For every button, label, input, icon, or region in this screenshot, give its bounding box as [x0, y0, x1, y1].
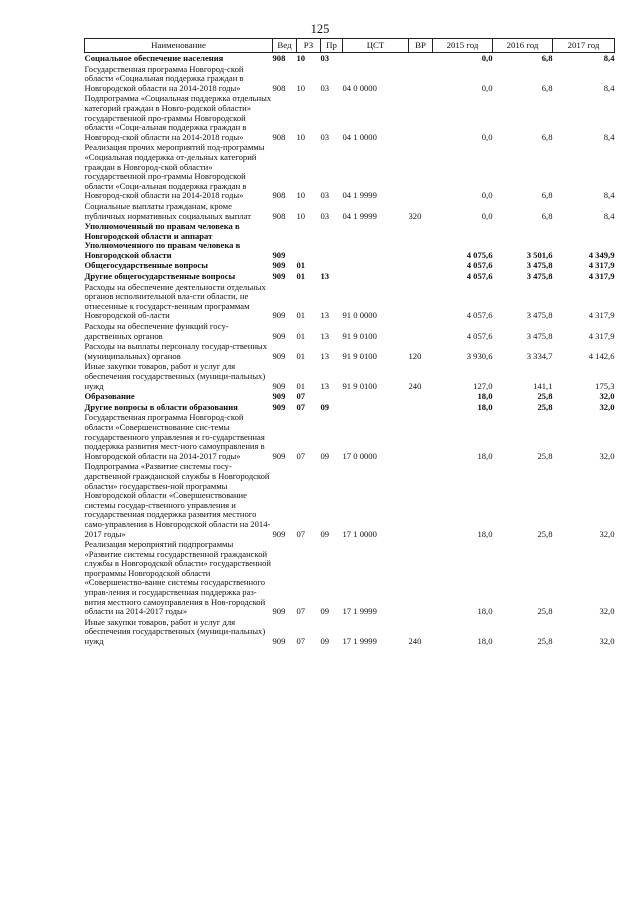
row-vr: 240 [408, 380, 422, 391]
row-ved: 908 [272, 190, 286, 201]
row-value-2017: 8,4 [603, 210, 615, 221]
row-value-2017: 4 317,9 [588, 310, 615, 321]
row-ved: 909 [272, 249, 286, 260]
table-row [85, 402, 615, 413]
table-row [85, 201, 615, 221]
table-row [85, 412, 615, 461]
row-cst: 04 1 9999 [342, 210, 377, 221]
row-value-2015: 4 057,6 [466, 310, 493, 321]
row-ved: 909 [272, 350, 286, 361]
row-value-2017: 32,0 [599, 450, 615, 461]
row-pr [321, 391, 343, 402]
row-vr [409, 391, 433, 402]
row-name: Социальное обеспечение населения [84, 53, 224, 63]
table-row [85, 391, 615, 402]
row-ved: 909 [272, 528, 286, 539]
header-pr: Пр [321, 39, 343, 53]
row-value-2017: 8,4 [603, 82, 615, 93]
row-cst [343, 271, 409, 282]
row-value-2017: 4 317,9 [588, 330, 615, 341]
header-name: Наименование [85, 39, 273, 53]
row-name: Государственная программа Новгород-ской области «Социальная поддержка граждан в Новгородской области на 2014-2018 годы» [84, 63, 244, 93]
row-name: Иные закупки товаров, работ и услуг для обеспечения государственных (муници-пальных) нужд [84, 616, 266, 647]
header-2015: 2015 год [433, 39, 493, 53]
row-value-2017: 8,4 [603, 190, 615, 201]
row-cst [343, 260, 409, 271]
row-value-2016: 25,8 [537, 450, 553, 461]
row-rz: 10 [296, 82, 306, 93]
row-value-2017: 32,0 [599, 401, 615, 412]
row-value-2016: 6,8 [541, 131, 553, 142]
row-name: Государственная программа Новгород-ской области «Совершенствование сис-темы государственного управления и го-сударственная поддержка развития мест-ного самоуправления в Новгородской области на 2014-2017 годы» [84, 412, 265, 461]
row-name: Расходы на обеспечение деятельности отдельных органов исполнительной вла-сти области, не отнесенные к государст-венным программам Новгородской об-ласти [84, 281, 266, 321]
row-ved: 908 [272, 53, 286, 63]
row-rz: 10 [296, 131, 306, 142]
row-vr [409, 221, 433, 260]
row-name: Подпрограмма «Социальная поддержка отдельных категорий граждан в Новго-родской области» государственной про-граммы Новгородской области «Соци-альная поддержка граждан в Новгород-ской области на 2014-2018 годы» [84, 93, 272, 142]
row-value-2015: 127,0 [473, 380, 493, 391]
row-ved: 909 [272, 606, 286, 617]
row-rz: 07 [296, 450, 306, 461]
row-cst: 17 1 9999 [342, 606, 377, 617]
row-value-2015: 4 075,6 [466, 249, 493, 260]
row-name: Образование [84, 391, 135, 402]
header-vr: ВР [409, 39, 433, 53]
row-ved: 908 [272, 82, 286, 93]
row-pr: 09 [320, 606, 330, 617]
row-value-2016: 141,1 [533, 380, 553, 391]
row-name: Иные закупки товаров, работ и услуг для обеспечения государственных (муници-пальных) нужд [84, 361, 266, 391]
row-rz: 10 [296, 53, 306, 63]
row-ved: 909 [272, 310, 286, 321]
row-cst: 91 9 0100 [342, 350, 377, 361]
row-name: Общегосударственные вопросы [84, 260, 208, 271]
row-value-2017: 32,0 [599, 528, 615, 539]
row-cst [343, 402, 409, 413]
row-value-2017: 32,0 [599, 391, 615, 402]
row-vr [409, 93, 433, 142]
table-header-row [85, 39, 615, 53]
row-value-2016: 3 475,8 [526, 260, 553, 271]
row-value-2017: 8,4 [603, 131, 615, 142]
table-row [85, 64, 615, 94]
header-cst: ЦСТ [343, 39, 409, 53]
row-cst [343, 391, 409, 402]
table-row [85, 93, 615, 142]
header-2016: 2016 год [493, 39, 553, 53]
row-rz: 01 [296, 260, 306, 271]
row-value-2015: 4 057,6 [466, 260, 493, 271]
row-value-2016: 3 475,8 [526, 271, 553, 282]
row-vr [409, 539, 433, 617]
row-name: Расходы на выплаты персоналу государ-ственных (муниципальных) органов [84, 341, 267, 361]
row-cst: 91 9 0100 [342, 380, 377, 391]
row-value-2017: 175,3 [595, 380, 615, 391]
row-value-2017: 8,4 [603, 53, 615, 63]
row-rz [297, 221, 321, 260]
row-ved: 909 [272, 380, 286, 391]
row-value-2015: 18,0 [477, 450, 493, 461]
row-value-2016: 3 475,8 [526, 330, 553, 341]
row-rz: 01 [296, 271, 306, 282]
row-rz: 01 [296, 330, 306, 341]
row-cst: 17 1 0000 [342, 528, 377, 539]
row-value-2015: 18,0 [477, 528, 493, 539]
header-2017: 2017 год [553, 39, 615, 53]
row-pr: 09 [320, 528, 330, 539]
row-value-2016: 3 501,6 [526, 249, 553, 260]
row-pr: 03 [320, 53, 330, 63]
row-ved: 909 [272, 260, 286, 271]
table-row [85, 53, 615, 64]
row-rz: 07 [296, 606, 306, 617]
row-pr: 09 [320, 450, 330, 461]
row-value-2015: 0,0 [481, 82, 493, 93]
row-pr [321, 260, 343, 271]
row-vr: 120 [408, 350, 422, 361]
row-pr: 03 [320, 210, 330, 221]
row-value-2015: 3 930,6 [466, 350, 493, 361]
row-vr: 320 [408, 210, 422, 221]
row-name: Уполномоченный по правам человека в Новгородской области и аппарат Уполномоченного по правам человека в Новгородской области [84, 221, 241, 260]
row-value-2016: 6,8 [541, 210, 553, 221]
row-value-2015: 18,0 [477, 391, 493, 402]
row-value-2017: 4 317,9 [588, 271, 615, 282]
table-row [85, 142, 615, 201]
row-cst: 04 1 9999 [342, 190, 377, 201]
row-pr: 03 [320, 131, 330, 142]
table-row [85, 617, 615, 647]
row-ved: 909 [272, 271, 286, 282]
row-value-2016: 6,8 [541, 53, 553, 63]
table-row [85, 341, 615, 361]
row-pr: 13 [320, 350, 330, 361]
row-pr: 13 [320, 310, 330, 321]
row-value-2017: 4 142,6 [588, 350, 615, 361]
row-vr [409, 282, 433, 321]
row-ved: 909 [272, 391, 286, 402]
row-value-2016: 25,8 [537, 391, 553, 402]
row-pr: 13 [320, 330, 330, 341]
row-vr [409, 53, 433, 64]
row-cst: 04 1 0000 [342, 131, 377, 142]
row-pr: 03 [320, 190, 330, 201]
row-cst [343, 221, 409, 260]
row-ved: 909 [272, 401, 286, 412]
row-value-2015: 18,0 [477, 606, 493, 617]
row-vr [409, 402, 433, 413]
row-value-2016: 25,8 [537, 401, 553, 412]
table-row [85, 461, 615, 539]
table-row [85, 271, 615, 282]
table-row [85, 260, 615, 271]
row-rz: 01 [296, 380, 306, 391]
row-cst [343, 53, 409, 64]
row-name: Реализация прочих мероприятий под-программы «Социальная поддержка от-дельных категорий граждан в Новгород-ской области» государственной про-граммы Новгородской области «Соци-альная поддержка граждан в Новгород-ской области на 2014-2018 годы» [84, 142, 265, 201]
row-value-2017: 32,0 [599, 636, 615, 647]
row-vr [409, 412, 433, 461]
table-row [85, 282, 615, 321]
row-vr [409, 260, 433, 271]
row-ved: 909 [272, 636, 286, 647]
row-pr: 13 [320, 271, 330, 282]
row-cst: 17 0 0000 [342, 450, 377, 461]
table-row [85, 539, 615, 617]
row-vr: 240 [408, 636, 422, 647]
row-value-2016: 6,8 [541, 82, 553, 93]
row-value-2016: 3 334,7 [526, 350, 553, 361]
row-pr: 09 [320, 401, 330, 412]
row-vr [409, 271, 433, 282]
row-cst: 91 0 0000 [342, 310, 377, 321]
table-row [85, 321, 615, 341]
row-cst: 91 9 0100 [342, 330, 377, 341]
table-row [85, 221, 615, 260]
row-pr: 03 [320, 82, 330, 93]
row-name: Другие вопросы в области образования [84, 401, 238, 412]
row-value-2015: 4 057,6 [466, 271, 493, 282]
row-value-2016: 25,8 [537, 528, 553, 539]
row-name: Другие общегосударственные вопросы [84, 271, 236, 282]
row-value-2016: 6,8 [541, 190, 553, 201]
row-vr [409, 461, 433, 539]
row-rz: 07 [296, 528, 306, 539]
row-value-2017: 4 317,9 [588, 260, 615, 271]
row-value-2015: 0,0 [481, 53, 493, 63]
row-pr: 13 [320, 380, 330, 391]
row-rz: 01 [296, 310, 306, 321]
page-number: 125 [310, 22, 330, 36]
row-cst: 17 1 9999 [342, 636, 377, 647]
row-value-2015: 0,0 [481, 190, 493, 201]
row-name: Расходы на обеспечение функций госу-дарственных органов [84, 321, 229, 341]
row-pr [321, 221, 343, 260]
row-cst: 04 0 0000 [342, 82, 377, 93]
row-ved: 909 [272, 450, 286, 461]
budget-table [84, 38, 615, 647]
row-value-2017: 32,0 [599, 606, 615, 617]
row-rz: 07 [296, 636, 306, 647]
row-rz: 10 [296, 210, 306, 221]
row-name: Реализация мероприятий подпрограммы «Развитие системы государственной гражданской службы в Новгородской области» государственной программы Новгородской области «Совершенство-вание системы государственного управ-ления и государственная поддержка раз-вития местного самоуправления в Нов-городской области на 2014-2017 годы» [84, 539, 272, 617]
row-rz: 07 [296, 391, 306, 402]
header-rz: РЗ [297, 39, 321, 53]
row-vr [409, 64, 433, 94]
row-pr: 09 [320, 636, 330, 647]
row-value-2016: 25,8 [537, 636, 553, 647]
row-value-2015: 18,0 [477, 636, 493, 647]
row-name: Подпрограмма «Развитие системы госу-дарственной гражданской службы в Новгородской области» государствен-ной программы Новгородской области «Совершенствование системы государ-ственного управления и государственная поддержка развития местного само-управления в Новгородской области на 2014-2017 годы» [84, 461, 271, 539]
row-ved: 908 [272, 210, 286, 221]
header-ved: Вед [273, 39, 297, 53]
row-value-2017: 4 349,9 [588, 249, 615, 260]
row-rz: 07 [296, 401, 306, 412]
row-value-2016: 25,8 [537, 606, 553, 617]
row-value-2015: 0,0 [481, 131, 493, 142]
table-row [85, 361, 615, 391]
row-vr [409, 321, 433, 341]
row-rz: 10 [296, 190, 306, 201]
row-value-2015: 18,0 [477, 401, 493, 412]
row-vr [409, 142, 433, 201]
row-value-2015: 0,0 [481, 210, 493, 221]
row-value-2016: 3 475,8 [526, 310, 553, 321]
row-name: Социальные выплаты гражданам, кроме публичных нормативных социальных выплат [84, 200, 252, 221]
row-rz: 01 [296, 350, 306, 361]
row-ved: 908 [272, 131, 286, 142]
row-value-2015: 4 057,6 [466, 330, 493, 341]
row-ved: 909 [272, 330, 286, 341]
